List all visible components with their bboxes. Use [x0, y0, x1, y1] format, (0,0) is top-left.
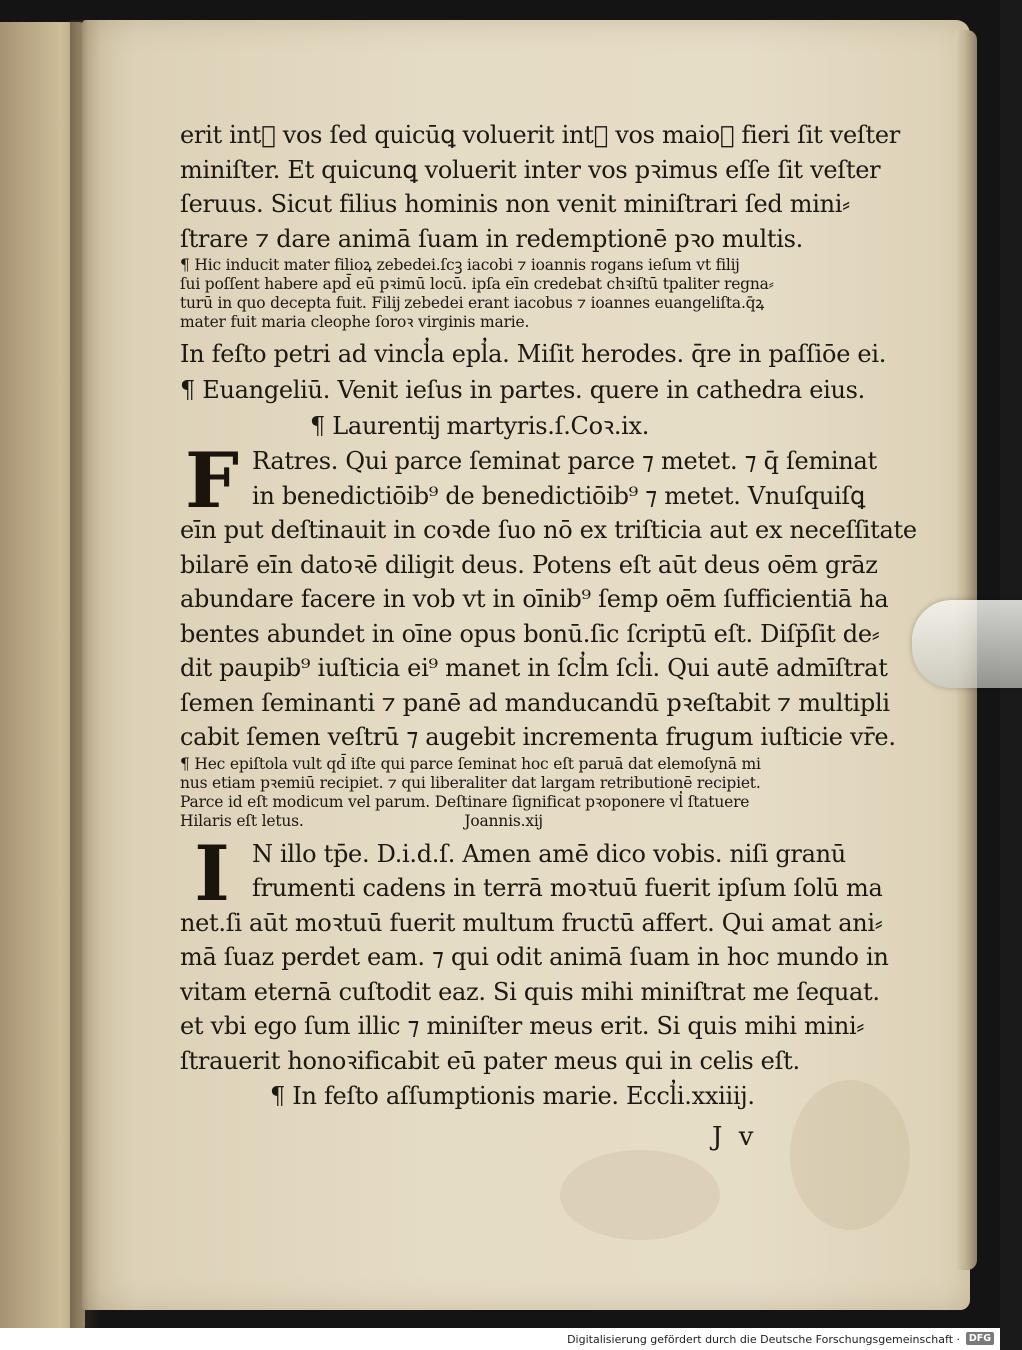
page-clip	[912, 600, 1022, 688]
text-line: bilarē eīn datoꝛē diligit deus. Potens eſt aūt deus oēm grāz	[180, 550, 878, 579]
printed-text	[180, 118, 917, 1114]
drop-cap-initial: F	[185, 436, 239, 525]
text-line: cabit ſemen veſtrū ⁊ augebit incrementa frugum iuſticie vr̄e.	[180, 723, 896, 751]
text-line: in benedictiōib⁹ de benedictiōib⁹ ⁊ metet. Vnuſquiſꝗ	[252, 481, 865, 510]
text-line: et vbi ego ſum illic ⁊ miniſter meus erit. Si quis mihi mini⸗	[180, 1012, 865, 1040]
text-line: eīn put deſtinauit in coꝛde ſuo nō ex triſticia aut ex neceſſitate	[180, 516, 917, 544]
signature-mark: J v	[712, 1122, 758, 1152]
paper-stain	[560, 1150, 720, 1240]
section-heading: ¶ Euangeliū. Venit ieſus in partes. quere in cathedra eius.	[180, 376, 866, 404]
gloss-line: turū in quo decepta fuit. Filĳ zebedei erant iacobus ⁊ ioannes euangeliſta.q̄ꝝ	[180, 294, 765, 312]
text-line: bentes abundet in oīne opus bonū.ſic ſcriptū eſt. Diſp̄ſit de⸗	[180, 619, 880, 648]
gloss-line: ¶ Hec epiſtola vult qd̄ iſte qui parce ſeminat hoc eſt paruā dat elemoſynā mi	[180, 754, 761, 773]
text-line: ſemen ſeminanti ⁊ panē ad manducandū pꝛeſtabit ⁊ multipli	[180, 688, 890, 717]
section-heading: ¶ Laurentĳ martyris.ſ.Coꝛ.ix.	[310, 412, 650, 440]
paragraph	[180, 436, 917, 755]
text-line: Ratres. Qui parce ſeminat parce ⁊ metet. ⁊ q̄ ſeminat	[252, 447, 877, 475]
gloss-line: Parce id eſt modicum vel parum. Deſtinare ſignificat pꝛoponere vl̓ ſtatuere	[180, 792, 750, 811]
text-line: mā ſuaz perdet eam. ⁊ qui odit animā ſuam in hoc mundo in	[180, 943, 889, 971]
gloss-line: mater fuit maria cleophe ſoroꝛ virginis marie.	[180, 313, 530, 331]
text-line: net.ſi aūt moꝛtuū fuerit multum fructū affert. Qui amat ani⸗	[180, 908, 883, 937]
drop-cap-initial: I	[194, 828, 230, 918]
paragraph	[180, 828, 889, 1079]
gloss-line: nus etiam pꝛemiū recipiet. ⁊ qui liberaliter dat largam retributionē recipiet.	[180, 773, 761, 792]
gloss-line: ¶ Hic inducit mater filioꝝ zebedei.ſcꝫ iacobi ⁊ ioannis rogans ieſum vt filĳ	[180, 256, 739, 274]
text-line: ſeruus. Sicut filius hominis non venit miniſtrari ſed mini⸗	[180, 190, 850, 218]
gloss-line: Hilaris eſt letus. Joannis.xĳ	[180, 811, 542, 830]
gloss-commentary	[180, 256, 820, 332]
text-line: frumenti cadens in terrā moꝛtuū fuerit ipſum ſolū ma	[252, 874, 883, 902]
text-line: ſtrauerit honoꝛificabit eū pater meus qui in celis eſt.	[180, 1046, 800, 1075]
text-line: ſtrare ⁊ dare animā ſuam in redemptionē pꝛo multis.	[180, 224, 803, 253]
book-gutter	[70, 20, 100, 1332]
text-line: erit int᷑ vos ſed quicūꝗ voluerit int᷑ vos maioꝛ fieri ſit veſter	[180, 121, 900, 149]
section-heading: In feſto petri ad vincl̓a epl̓a. Miſit herodes. q̄re in paſſiōe ei.	[180, 340, 887, 368]
paragraph	[180, 118, 900, 256]
gloss-line: ſui poſſent habere apd̄ eū pꝛimū locū. ipſa eīn credebat chꝛiſtū tpaliter regna⸗	[180, 275, 774, 293]
text-line: abundare facere in vob vt in oīnib⁹ ſemp oēm ſufficientiā ha	[180, 585, 889, 613]
funding-credit: Digitalisierung gefördert durch die Deutsche Forschungsgemeinschaft ·	[567, 1333, 960, 1346]
digitization-footer	[0, 1328, 1000, 1350]
text-line: dit paupib⁹ iuſticia ei⁹ manet in ſcl̓m ſcl̓i. Qui autē admīſtrat	[180, 654, 888, 682]
dfg-logo: DFG	[966, 1332, 994, 1345]
text-line: miniſter. Et quicunꝗ voluerit inter vos pꝛimus eſſe ſit veſter	[180, 155, 881, 184]
text-line: vitam eternā cuſtodit eaz. Si quis mihi miniſtrat me ſequat.	[180, 977, 880, 1006]
gloss-commentary	[180, 755, 820, 831]
section-heading: ¶ In feſto aſſumptionis marie. Eccl̓i.xxiiij.	[270, 1082, 755, 1110]
text-line: N illo tp̄e. D.i.d.ſ. Amen amē dico vobis. niſi granū	[252, 839, 846, 868]
